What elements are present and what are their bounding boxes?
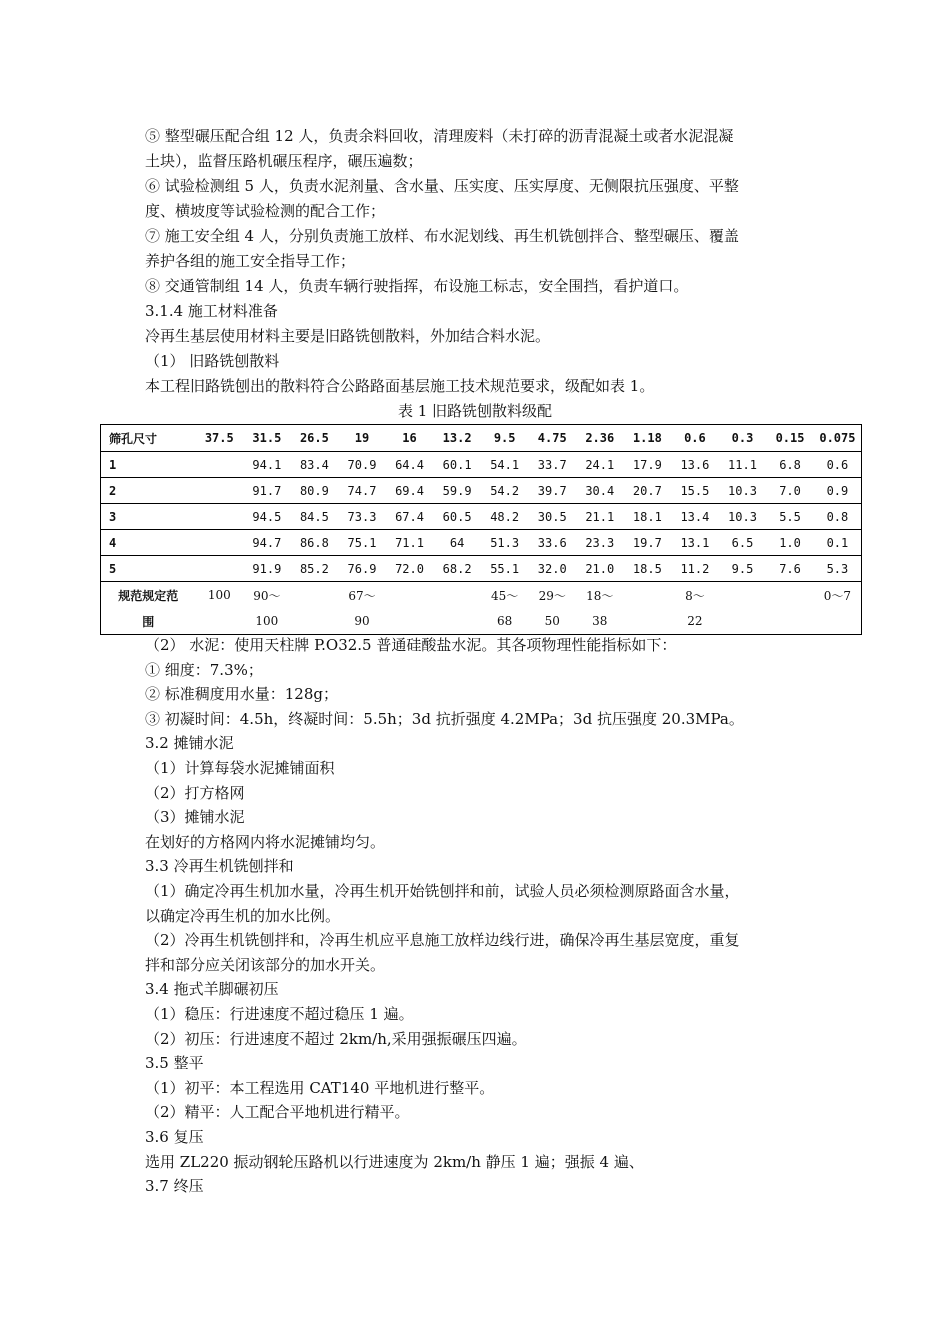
table-cell: 30.4: [576, 478, 624, 504]
table-cell: 86.8: [291, 530, 339, 556]
spec-cell: 90～: [253, 588, 281, 603]
table-cell: 23.3: [576, 530, 624, 556]
text-line: （1）确定冷再生机加水量，冷再生机开始铣刨拌和前，试验人员必须检测原路面含水量，: [145, 882, 740, 900]
table-row: [101, 556, 862, 582]
table-cell: 13.4: [671, 504, 719, 530]
text-line: ⑤ 整型碾压配合组 12 人，负责余料回收，清理废料（未打碎的沥青混凝土或者水泥混凝: [145, 127, 734, 145]
table-cell: 94.7: [243, 530, 291, 556]
spec-cell: [291, 608, 339, 635]
spec-row: [101, 582, 862, 609]
text-line: 3.4 拖式羊脚碾初压: [145, 980, 279, 999]
spec-cell: 8～: [685, 588, 705, 603]
table-cell: 0.8: [814, 504, 862, 530]
text-line: 3.3 冷再生机铣刨拌和: [145, 857, 294, 876]
spec-cell: [719, 608, 767, 635]
text-line: （2）打方格网: [145, 783, 245, 802]
spec-cell: [291, 582, 339, 609]
table-cell: 75.1: [338, 530, 386, 556]
spec-cell: [766, 582, 814, 609]
spec-cell: 0～7: [823, 588, 852, 603]
header-cell: 0.075: [814, 425, 862, 452]
text-line: ⑦ 施工安全组 4 人，分别负责施工放样、布水泥划线、再生机铣刨拌合、整型碾压、覆盖: [145, 227, 739, 245]
table-cell: 13.1: [671, 530, 719, 556]
table-cell: 71.1: [386, 530, 434, 556]
table-header-row: [101, 425, 862, 452]
table-cell: 64: [433, 530, 481, 556]
table-cell: 91.9: [243, 556, 291, 582]
table-cell: 10.3: [719, 504, 767, 530]
row-label: 4: [101, 530, 196, 556]
text-line: 拌和部分应关闭该部分的加水开关。: [145, 955, 386, 974]
table-cell: 67.4: [386, 504, 434, 530]
text-line: （1）初平：本工程选用 CAT140 平地机进行整平。: [145, 1078, 495, 1097]
spec-label: 围: [142, 614, 155, 629]
table-cell: 70.9: [338, 452, 386, 478]
text-line: 养护各组的施工安全指导工作；: [145, 252, 356, 270]
gradation-table: [100, 424, 862, 635]
table-cell: 0.6: [814, 452, 862, 478]
table-cell: [196, 530, 244, 556]
header-cell: 2.36: [576, 425, 624, 452]
spec-cell: [624, 582, 672, 609]
spec-cell: 45～: [491, 588, 519, 603]
table-cell: [196, 504, 244, 530]
table-cell: 21.0: [576, 556, 624, 582]
spec-cell: 18～: [586, 588, 614, 603]
spec-cell: 68: [497, 614, 513, 628]
table-cell: 73.3: [338, 504, 386, 530]
table-cell: 18.1: [624, 504, 672, 530]
table-cell: 39.7: [528, 478, 576, 504]
table-cell: 17.9: [624, 452, 672, 478]
table-cell: 9.5: [719, 556, 767, 582]
table-cell: 72.0: [386, 556, 434, 582]
table-cell: 74.7: [338, 478, 386, 504]
text-line: （2）初压：行进速度不超过 2km/h,采用强振碾压四遍。: [145, 1029, 527, 1048]
table-cell: 33.7: [528, 452, 576, 478]
header-cell: 0.3: [719, 425, 767, 452]
spec-row: [101, 608, 862, 635]
spec-cell: 67～: [348, 588, 376, 603]
text-line: ② 标准稠度用水量：128g；: [145, 685, 339, 704]
spec-cell: [814, 608, 862, 635]
table-cell: [196, 478, 244, 504]
text-line: ③ 初凝时间：4.5h，终凝时间：5.5h；3d 抗折强度 4.2MPa；3d 抗压强度 20.3MPa。: [145, 709, 744, 728]
row-label: 3: [101, 504, 196, 530]
header-cell: 4.75: [528, 425, 576, 452]
table-cell: 51.3: [481, 530, 529, 556]
table-cell: 7.6: [766, 556, 814, 582]
text-line: （2） 水泥：使用天柱牌 P.O32.5 普通硅酸盐水泥。其各项物理性能指标如下：: [145, 636, 677, 654]
spec-cell: [386, 608, 434, 635]
text-line: 土块），监督压路机碾压程序，碾压遍数；: [145, 152, 423, 170]
table-cell: 10.3: [719, 478, 767, 504]
table-cell: 54.1: [481, 452, 529, 478]
table-cell: 69.4: [386, 478, 434, 504]
text-line: （2）精平：人工配合平地机进行精平。: [145, 1103, 410, 1122]
text-line: 冷再生基层使用材料主要是旧路铣刨散料，外加结合料水泥。: [145, 327, 551, 345]
table-cell: 60.5: [433, 504, 481, 530]
header-cell: 9.5: [481, 425, 529, 452]
text-line: 在划好的方格网内将水泥摊铺均匀。: [145, 832, 386, 851]
spec-cell: 100: [207, 588, 231, 602]
header-cell: 1.18: [624, 425, 672, 452]
table-cell: 91.7: [243, 478, 291, 504]
table-cell: 94.5: [243, 504, 291, 530]
spec-cell: [624, 608, 672, 635]
spec-cell: 22: [687, 614, 703, 628]
header-cell: 13.2: [433, 425, 481, 452]
text-line: （1）计算每袋水泥摊铺面积: [145, 759, 335, 777]
table-cell: 15.5: [671, 478, 719, 504]
table-cell: 0.9: [814, 478, 862, 504]
spec-cell: [433, 608, 481, 635]
spec-cell: 29～: [538, 588, 566, 603]
text-line: 以确定冷再生机的加水比例。: [145, 906, 341, 925]
text-line: （1） 旧路铣刨散料: [145, 352, 280, 370]
table-cell: 13.6: [671, 452, 719, 478]
text-line: ⑧ 交通管制组 14 人，负责车辆行驶指挥，布设施工标志，安全围挡，看护道口。: [145, 277, 689, 295]
table-cell: 20.7: [624, 478, 672, 504]
header-cell: 26.5: [291, 425, 339, 452]
table-cell: 0.1: [814, 530, 862, 556]
table-cell: 55.1: [481, 556, 529, 582]
section-heading: 3.1.4 施工材料准备: [145, 302, 278, 320]
table-cell: 68.2: [433, 556, 481, 582]
table-row: [101, 530, 862, 556]
header-cell: 筛孔尺寸: [101, 425, 196, 452]
table-cell: 84.5: [291, 504, 339, 530]
table-cell: 1.0: [766, 530, 814, 556]
table-cell: 85.2: [291, 556, 339, 582]
text-line: （3）摊铺水泥: [145, 808, 245, 827]
text-line: 3.7 终压: [145, 1177, 204, 1196]
spec-label: 规范规定范: [118, 588, 179, 603]
table-cell: 11.1: [719, 452, 767, 478]
text-line: 3.5 整平: [145, 1054, 204, 1073]
spec-cell: 50: [544, 614, 560, 628]
text-line: ⑥ 试验检测组 5 人，负责水泥剂量、含水量、压实度、压实厚度、无侧限抗压强度、平整: [145, 177, 739, 195]
table-cell: 48.2: [481, 504, 529, 530]
spec-cell: [386, 582, 434, 609]
header-cell: 0.15: [766, 425, 814, 452]
table-row: [101, 478, 862, 504]
header-cell: 37.5: [196, 425, 244, 452]
spec-cell: 38: [592, 614, 608, 628]
header-cell: 31.5: [243, 425, 291, 452]
table-cell: 6.8: [766, 452, 814, 478]
table-cell: 32.0: [528, 556, 576, 582]
row-label: 1: [101, 452, 196, 478]
table-cell: 5.3: [814, 556, 862, 582]
table-cell: 7.0: [766, 478, 814, 504]
table-cell: 6.5: [719, 530, 767, 556]
row-label: 2: [101, 478, 196, 504]
table-cell: 64.4: [386, 452, 434, 478]
text-line: 度、横坡度等试验检测的配合工作；: [145, 202, 386, 220]
table-cell: 94.1: [243, 452, 291, 478]
spec-cell: [433, 582, 481, 609]
spec-cell: [766, 608, 814, 635]
spec-cell: 100: [255, 614, 279, 628]
spec-cell: 90: [354, 614, 370, 628]
text-line: （2）冷再生机铣刨拌和，冷再生机应平息施工放样边线行进，确保冷再生基层宽度，重复: [145, 931, 740, 950]
table-cell: 18.5: [624, 556, 672, 582]
spec-cell: [719, 582, 767, 609]
table-cell: 5.5: [766, 504, 814, 530]
table-cell: 76.9: [338, 556, 386, 582]
table-cell: 30.5: [528, 504, 576, 530]
text-line: 本工程旧路铣刨出的散料符合公路路面基层施工技术规范要求，级配如表 1。: [145, 377, 655, 395]
table-caption: 表 1 旧路铣刨散料级配: [397, 402, 553, 420]
header-cell: 0.6: [671, 425, 719, 452]
text-line: ① 细度：7.3%；: [145, 660, 263, 679]
table-cell: [196, 556, 244, 582]
text-line: （1）稳压：行进速度不超过稳压 1 遍。: [145, 1005, 414, 1023]
spec-cell: [196, 608, 244, 635]
table-cell: 24.1: [576, 452, 624, 478]
text-line: 选用 ZL220 振动钢轮压路机以行进速度为 2km/h 静压 1 遍；强振 4 遍、: [145, 1152, 644, 1171]
header-cell: 16: [386, 425, 434, 452]
table-cell: 21.1: [576, 504, 624, 530]
table-row: [101, 452, 862, 478]
row-label: 5: [101, 556, 196, 582]
header-cell: 19: [338, 425, 386, 452]
table-cell: 33.6: [528, 530, 576, 556]
table-cell: 59.9: [433, 478, 481, 504]
table-cell: [196, 452, 244, 478]
text-line: 3.6 复压: [145, 1128, 204, 1146]
table-cell: 80.9: [291, 478, 339, 504]
table-cell: 60.1: [433, 452, 481, 478]
table-cell: 11.2: [671, 556, 719, 582]
table-cell: 54.2: [481, 478, 529, 504]
table-cell: 19.7: [624, 530, 672, 556]
table-row: [101, 504, 862, 530]
table-cell: 83.4: [291, 452, 339, 478]
text-line: 3.2 摊铺水泥: [145, 734, 234, 753]
